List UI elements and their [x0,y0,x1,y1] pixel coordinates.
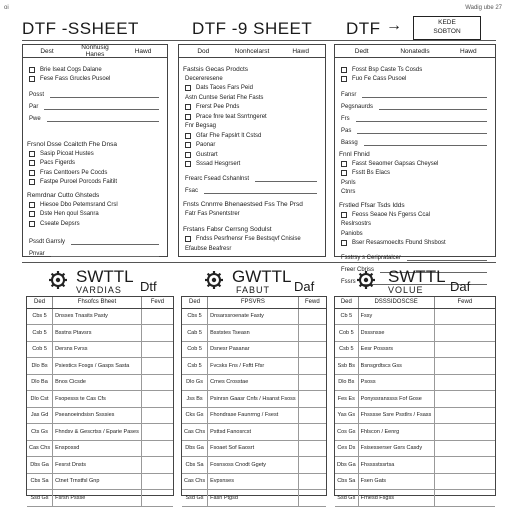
section-heading: Frsnol Dsse Ccaitcth Fhe Dnsa [27,140,117,148]
table-row[interactable]: Cbs Sa Ctnet Trnstfsl Gnp [27,473,173,490]
checkbox[interactable] [185,236,191,242]
checkbox[interactable] [341,67,347,73]
table-cell-blank[interactable] [434,490,495,507]
header-title-2: DTF -9 SHEET [192,19,313,38]
table-row[interactable]: Dlo Ba Bnos Cicsde [27,374,173,391]
checkbox-row[interactable]: Dats Taces Fars Peid [179,84,325,94]
table-cell-blank[interactable] [141,440,173,457]
table-cell-blank[interactable] [141,341,173,358]
table-row[interactable]: Cas Chs Evpsnses [182,473,326,490]
checkbox[interactable] [341,170,347,176]
gear-logo-icon [48,270,68,290]
corner-date: Wadig ube 27 [465,5,502,11]
checkbox[interactable] [341,240,347,246]
field-line[interactable] [357,128,487,134]
table-row[interactable]: Fes Es Ponyssranssss Fof Gose [335,391,495,408]
table-row[interactable]: Cob 5 Dsnesr Pasanar [182,341,326,358]
section-rule [22,262,496,263]
table-row[interactable]: Ssb Bs Bsnsgrdtscs Gss [335,358,495,375]
field-line[interactable] [255,176,317,182]
checkbox-row[interactable]: Fosst Bsp Caste Ts Cosds [335,65,495,75]
checkbox[interactable] [29,160,35,166]
section-heading: Remrdnar Cutto Ghsteds [27,191,100,199]
table-row[interactable]: Dlo Bs Psoss [335,374,495,391]
form-field[interactable]: Pegsnaurds [335,101,495,113]
checkbox[interactable] [29,211,35,217]
field-line[interactable] [407,255,487,261]
table-row[interactable]: Cos Gs Fhlscon / Eenrg [335,424,495,441]
col-name: Nonatedls [400,47,430,55]
table-row[interactable]: Cob 5 Dersns Fvrss [27,341,173,358]
table-cell-blank[interactable] [298,391,326,408]
table-cell-blank[interactable] [434,473,495,490]
checkbox[interactable] [341,161,347,167]
checkbox-row[interactable]: Fasst Seaomer Gapsas Cheysel [335,159,495,169]
field-line[interactable] [356,116,487,122]
list-item: Fatr Fas Psnentstrer [185,210,240,217]
checkbox[interactable] [185,133,191,139]
checkbox[interactable] [29,221,35,227]
header-box-line2: SOBTON [433,27,461,35]
table-row[interactable]: Cbs 5 Dnsses Tnasits Pasty [27,308,173,325]
checkbox-row[interactable]: Sasip Picoat Hustes [23,149,167,159]
checkbox-row[interactable]: Prace fnre teat Ssrrtngeret [179,112,325,122]
table-cell-blank[interactable] [434,407,495,424]
table-row[interactable]: Csb 5 Eesr Posssrs [335,341,495,358]
checkbox-row[interactable]: Sssad Hesgrsert [179,160,325,170]
table-cell-blank[interactable] [434,358,495,375]
data-table [335,297,495,507]
col-hand: Hawd [292,47,309,55]
data-table [182,297,326,507]
data-table [27,297,173,507]
table-cell-blank[interactable] [434,424,495,441]
table-row[interactable]: Cks Gs Fhondrase Faunrrng / Fsest [182,407,326,424]
checkbox-row[interactable]: Brie Iseat Cogs Dalane [23,65,167,75]
table-cell-blank[interactable] [298,473,326,490]
table-cell-blank[interactable] [434,391,495,408]
table-cell-blank[interactable] [141,308,173,325]
gear-logo-icon [204,270,224,290]
table-cell-blank[interactable] [434,440,495,457]
column-header [179,45,325,58]
form-field[interactable]: Fansr [335,89,495,101]
header-box [413,16,481,40]
table-cell-blank[interactable] [298,440,326,457]
checkbox-row[interactable]: Cseate Depsrs [23,219,167,229]
form-field[interactable]: Fsstrsy s Ceripratalcer [335,252,495,264]
table-header: Ded DSSSIDOSCSE Fewd [335,297,495,308]
checkbox[interactable] [29,202,35,208]
checkbox-row[interactable]: Fuo Fe Cass Pusoel [335,75,495,85]
block-side-label: Daf [450,279,471,294]
form-field[interactable]: Par [23,101,167,113]
table-cell-blank[interactable] [434,341,495,358]
form-field[interactable]: Frs [335,113,495,125]
col-hand: Hawd [134,47,152,55]
header-box-line1: KEDE [438,19,456,26]
list-item: Astn Cuntse Seriat Fhe Fasts [185,94,264,101]
table-row[interactable]: Ces Ds Fsisesserser Gsrs Casdy [335,440,495,457]
checkbox[interactable] [341,212,347,218]
block-title: SWTTL [388,267,446,286]
checkbox-row[interactable]: Dste Hen qoul Ssanra [23,210,167,220]
checkbox[interactable] [29,170,35,176]
table-row[interactable]: Csb 5 Fvcsks Fns / Fsftt Ffsr [182,358,326,375]
col-dest: Dedt [354,47,369,55]
header-rule [22,40,496,41]
table-row[interactable]: Csb 5 Bsstns Ptavsrs [27,325,173,342]
table-row[interactable]: Dbs Ga Fsoaet Sof Eaosrt [182,440,326,457]
table-cell-blank[interactable] [141,473,173,490]
table-cell-blank[interactable] [141,424,173,441]
checkbox-row[interactable]: Gfar Fhe Fapslrt lt Cstsd [179,131,325,141]
table-row[interactable]: Dbs Ga Fhsssstssrtsa [335,457,495,474]
col-dest: Dest [40,47,54,55]
field-line[interactable] [379,104,487,110]
form-field[interactable]: Pas [335,125,495,137]
checkbox[interactable] [185,85,191,91]
table-cell-blank[interactable] [141,407,173,424]
checkbox[interactable] [185,104,191,110]
form-field[interactable]: Frearc Fsead Cshanlnst [179,173,325,185]
table-cell-blank[interactable] [298,374,326,391]
list-item: Paniobs [341,230,363,237]
block-subtitle: VARDIAS [76,285,122,295]
header-title-3: DTF [346,19,381,38]
table-row[interactable]: Cas Chs Enspossd [27,440,173,457]
section-heading: Frstled Ffsar Tsds Idds [339,201,405,209]
arrow-right-icon: → [386,17,403,34]
checkbox[interactable] [29,151,35,157]
form-field[interactable]: Fssrs [335,276,495,288]
checkbox[interactable] [185,114,191,120]
form-field[interactable]: Pwe [23,113,167,125]
field-line[interactable] [71,239,159,245]
corner-mark: oi [4,5,9,11]
table-row[interactable]: Dlo Bs Psiestics Fosgs / Gasps Sasta [27,358,173,375]
table-cell-blank[interactable] [298,490,326,507]
checkbox-row[interactable]: Hiesoe Dbo Petemsrand Crsl [23,200,167,210]
table-cell-blank[interactable] [141,391,173,408]
table-row[interactable]: Cob 5 Dsssnsse [335,325,495,342]
col-name: Nonhusig Hanes [81,44,109,58]
table-row[interactable]: Ssd Gs Fasn Ptgsd [182,490,326,507]
field-line[interactable] [44,104,159,110]
block-title: SWTTL [76,267,134,286]
block-title: GWTTL [232,267,292,286]
checkbox-row[interactable]: Bser Resasmoeclts Fbund Shsbost [335,239,495,249]
bottom-table-3 [334,296,496,501]
col-hand: Hawd [460,47,477,55]
section-heading: Fnnl Fhnid [339,150,370,158]
checkbox-row[interactable]: Fese Fass Grucles Pusoel [23,75,167,85]
list-item: Fnr Begsag [185,123,217,130]
field-line[interactable] [364,140,487,146]
table-cell-blank[interactable] [141,325,173,342]
checkbox-row[interactable]: Fndss Pesrfnensr Fse Bestsqvf Cnisise [179,235,325,245]
checkbox-row[interactable]: Feoss Seaoe Ns Fgerss Ccal [335,210,495,220]
column-header [23,45,167,58]
table-row[interactable]: Ssd Gs Fsrsn Pssse [27,490,173,507]
block-side-label: Dtf [140,279,157,294]
block-subtitle: VOLUE [388,285,424,295]
table-cell-blank[interactable] [298,424,326,441]
table-cell-blank[interactable] [298,407,326,424]
table-cell-blank[interactable] [298,358,326,375]
checkbox[interactable] [185,161,191,167]
table-cell-blank[interactable] [141,374,173,391]
section-heading: Fnsts Cnnrrre Bhenaestsed Fss The Prsd [183,200,303,208]
table-row[interactable]: Cbs 5 Dnsarssroenate Fasty [182,308,326,325]
checkbox-row[interactable]: Paonar [179,141,325,151]
bottom-table-2 [181,296,327,501]
list-item: Ctnrs [341,189,356,196]
bottom-table-1 [26,296,174,501]
table-row[interactable]: Jss Bs Psinrsn Gaasr Cnfs / Hsanst Fsoss [182,391,326,408]
table-cell-blank[interactable] [434,308,495,325]
table-row[interactable]: Cab 5 Bsststes Tseasn [182,325,326,342]
col-name: Nonhcelarst [234,47,270,55]
checkbox-row[interactable]: Pacs Figerds [23,159,167,169]
form-field[interactable]: Pnvar [23,248,167,260]
header-title-1: DTF -SSHEET [22,19,139,38]
form-field[interactable]: Fsac [179,185,325,197]
checkbox-row[interactable]: Fsstt Bs Elacs [335,169,495,179]
table-row[interactable]: Dlo Gs Crnes Crosstae [182,374,326,391]
table-cell-blank[interactable] [298,308,326,325]
checkbox-row[interactable]: Frerst Pee Pnds [179,103,325,113]
section-heading: Fastsis Gecas Prodcts [183,65,249,73]
table-cell-blank[interactable] [141,490,173,507]
checkbox[interactable] [341,76,347,82]
field-line[interactable] [47,116,159,122]
table-row[interactable]: Yas Gs Fhsssse Ssre Psstlrs / Fsass [335,407,495,424]
table-row[interactable]: Cbs Sa Fosnsoss Cnodt Ggety [182,457,326,474]
form-field[interactable]: Pssdt Garrsly [23,236,167,248]
checkbox-row[interactable]: Fras Centtoers Pe Cocds [23,168,167,178]
form-field[interactable]: Bassg [335,137,495,149]
section-heading: Frstans Fabsr Cerrsng Sodulst [183,226,272,233]
field-line[interactable] [51,251,159,257]
table-row[interactable]: Cts Gs Fhndsv & Gescrtss / Eparie Pases [27,424,173,441]
column-header [335,45,495,58]
table-cell-blank[interactable] [298,457,326,474]
checkbox-row[interactable]: Gustrart [179,150,325,160]
checkbox[interactable] [29,179,35,185]
list-item: Decereresene [185,75,223,82]
block-side-label: Daf [294,279,315,294]
form-field[interactable]: Posst [23,89,167,101]
table-header: Ded FPSVRS Fewd [182,297,326,308]
checkbox[interactable] [185,142,191,148]
table-row[interactable]: Jas Gd Pseanoeindsisn Ssssies [27,407,173,424]
table-cell-blank[interactable] [434,325,495,342]
field-line[interactable] [50,92,159,98]
table-row[interactable]: Ssd Gs Frnesd Fsgss [335,490,495,507]
form-field[interactable]: Freer Cbriss [335,264,495,276]
checkbox[interactable] [29,67,35,73]
block-subtitle: FABUT [236,285,271,295]
list-item: Reslrsostrs [341,221,372,228]
table-cell-blank[interactable] [298,341,326,358]
table-cell-blank[interactable] [298,325,326,342]
table-row[interactable]: Cbs Sa Fsen Gats [335,473,495,490]
top-panel-1 [22,44,168,257]
field-line[interactable] [362,92,487,98]
table-cell-blank[interactable] [141,358,173,375]
table-row[interactable]: Dbs Ga Fesrst Dnsts [27,457,173,474]
table-row[interactable]: Dlo Cst Fsopesss te Cas Cfs [27,391,173,408]
checkbox[interactable] [185,152,191,158]
list-item: Efaubse Beafresr [185,245,232,252]
table-cell-blank[interactable] [434,457,495,474]
checkbox[interactable] [29,76,35,82]
col-dest: Dod [197,47,210,55]
list-item: Psnls [341,179,356,186]
checkbox-row[interactable]: Fastpe Puroel Porcods Faitilt [23,178,167,188]
top-panel-2 [178,44,326,257]
table-row[interactable]: Cas Chs Psttsd Fanosrcst [182,424,326,441]
gear-logo-icon [356,270,376,290]
field-line[interactable] [204,188,317,194]
table-cell-blank[interactable] [434,374,495,391]
table-row[interactable]: Cb 5 Fssy [335,308,495,325]
table-cell-blank[interactable] [141,457,173,474]
table-header: Ded Fhsofcs Bheet Fevd [27,297,173,308]
